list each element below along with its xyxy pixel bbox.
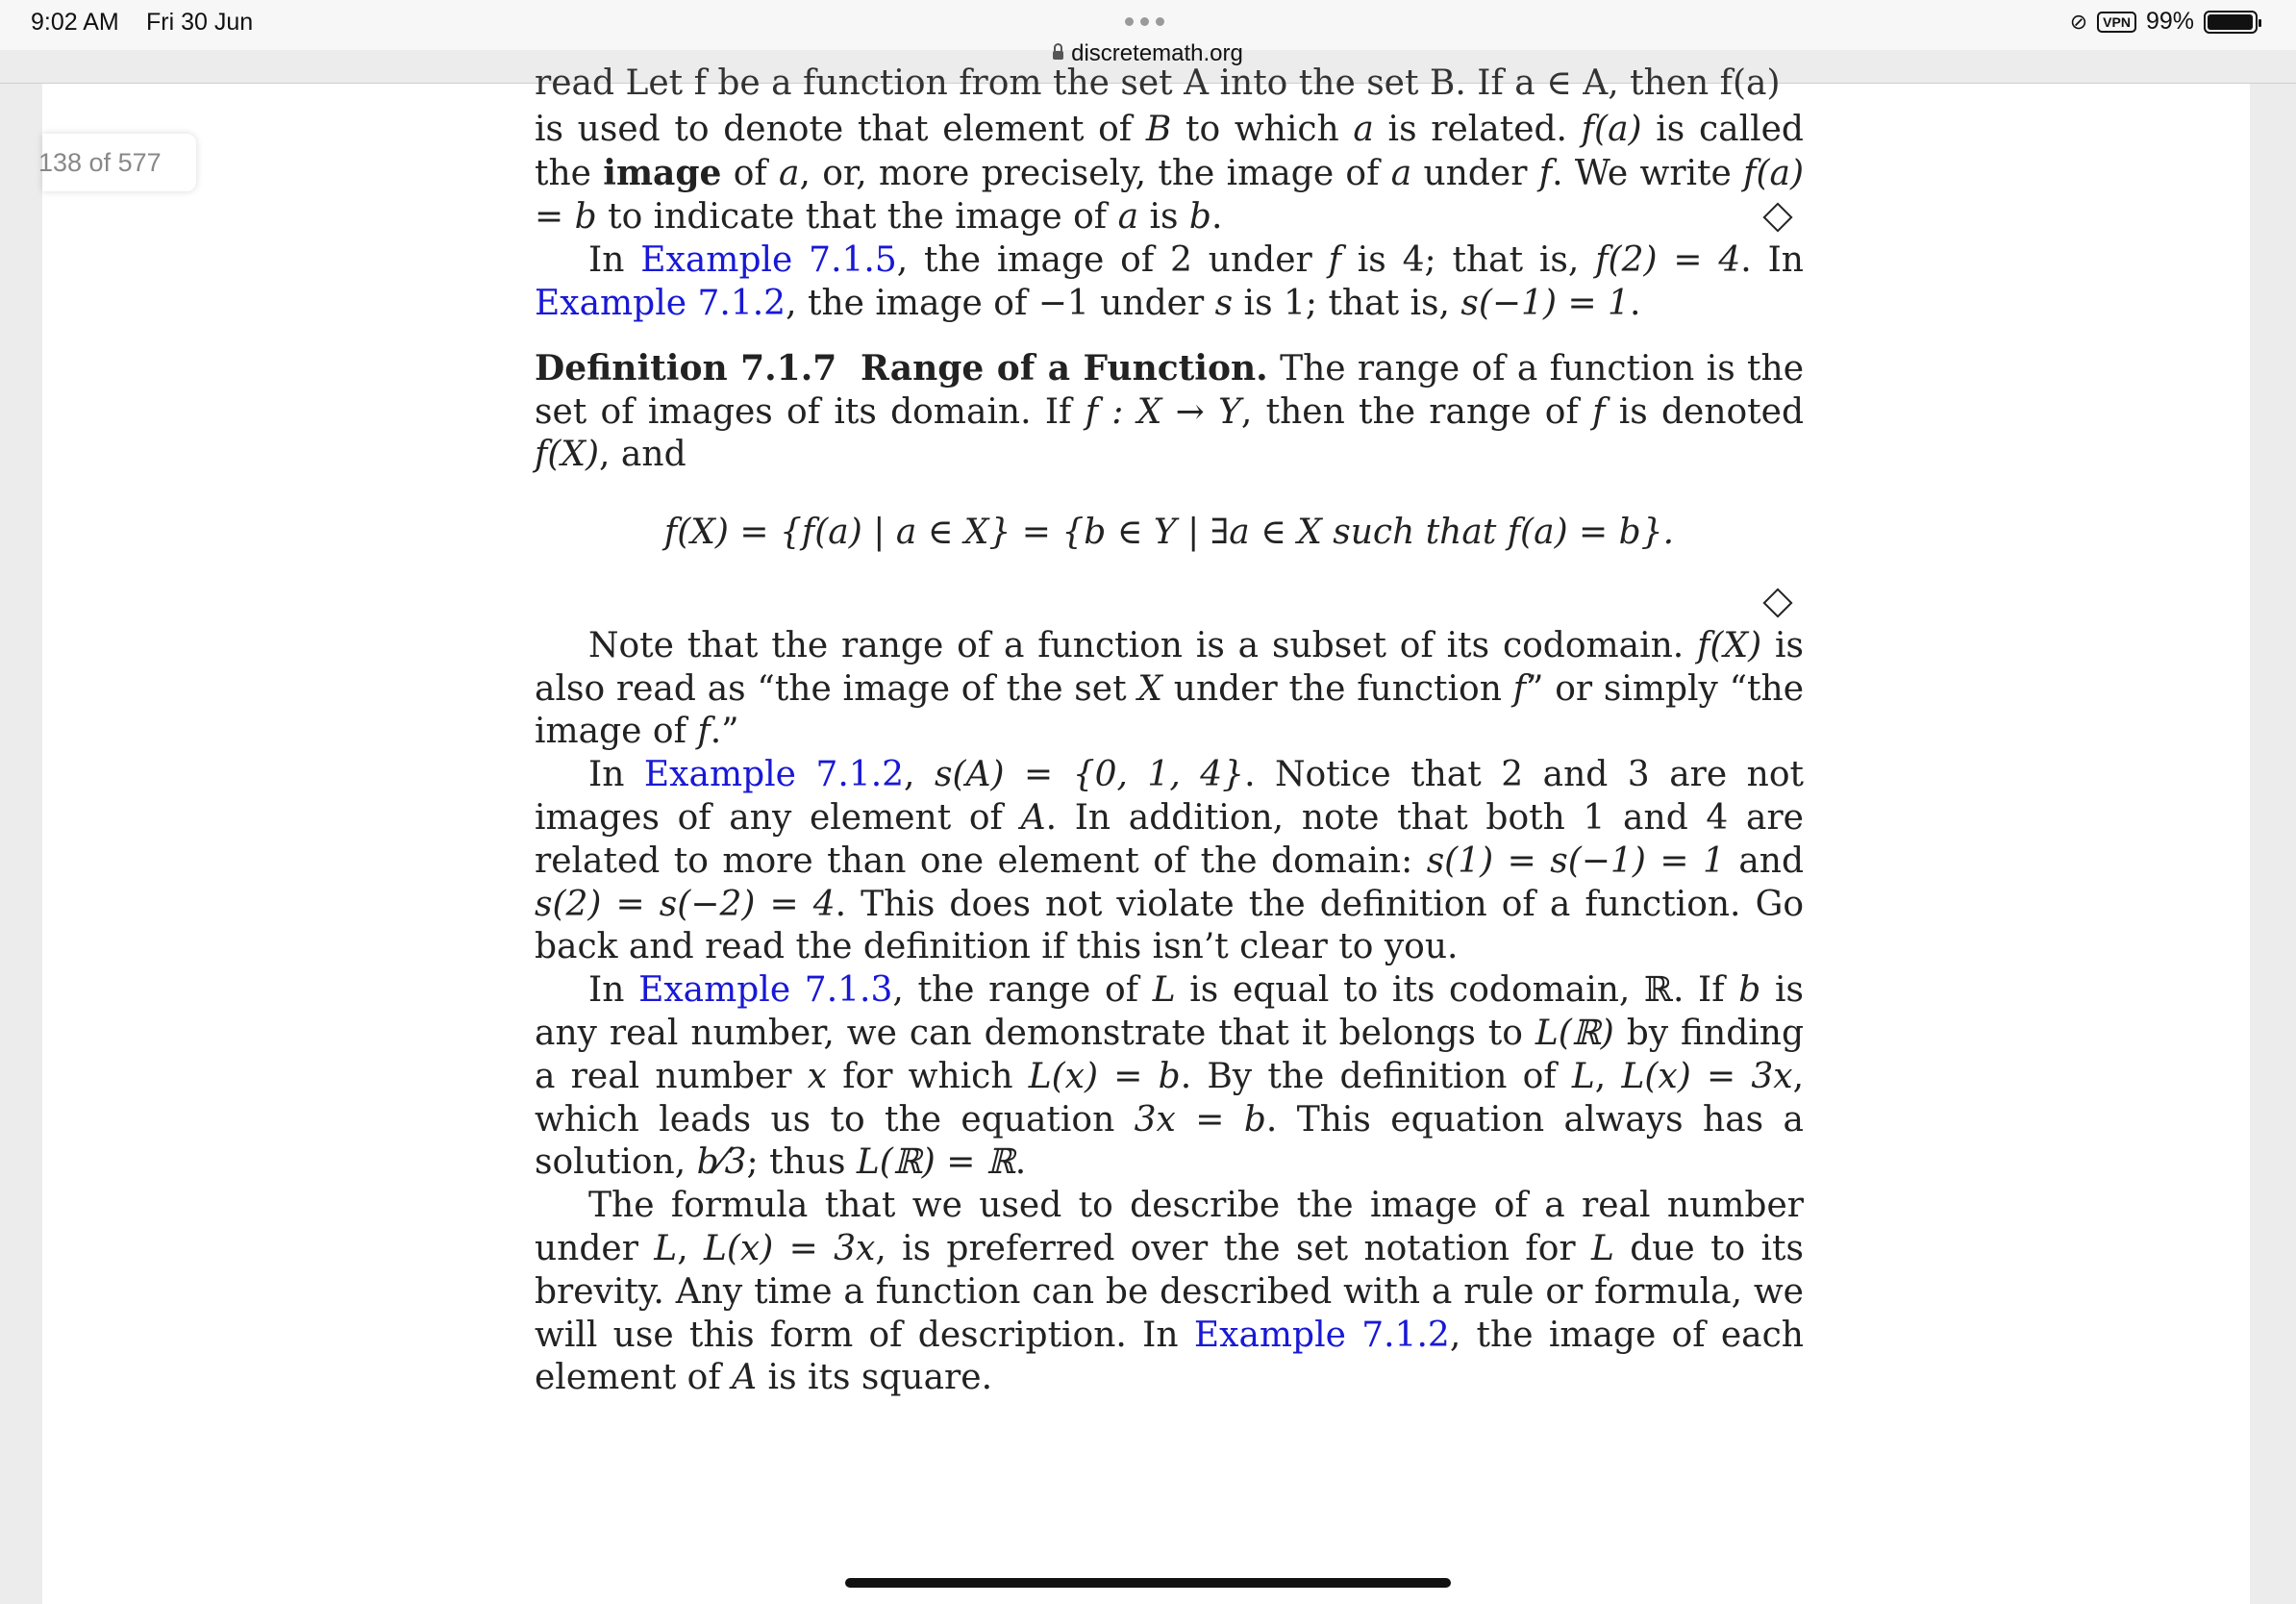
diamond-icon xyxy=(1762,203,1792,233)
vpn-badge: VPN xyxy=(2097,12,2136,33)
diamond-icon xyxy=(1762,588,1792,617)
page-indicator-text: 138 of 577 xyxy=(38,148,162,177)
battery-icon xyxy=(2204,11,2258,34)
definition-label: Definition 7.1.7 xyxy=(535,347,837,388)
definition-title: Range of a Function. xyxy=(861,347,1268,388)
page-indicator xyxy=(38,134,196,191)
cut-off-line: read Let f be a function from the set A into the set B. If a ∈ A, then f(a) xyxy=(535,63,1781,103)
battery-fill xyxy=(2208,14,2253,30)
url-text: discretemath.org xyxy=(1071,40,1243,66)
definition-range: Definition 7.1.7 Range of a Function. The range of a function is the set of images of its domain. If f : X → Y, then the range of f is denoted f(X), and xyxy=(535,347,1805,475)
link-example-7-1-5[interactable]: Example 7.1.5 xyxy=(640,240,897,281)
link-example-7-1-2[interactable]: Example 7.1.2 xyxy=(1193,1315,1450,1355)
paragraph-image-definition: is used to denote that element of B to which a is related. f(a) is called the image of a, or, more precisely, the image of a under f. We write f(a) = b to indicate that the image of a is b. xyxy=(535,110,1805,237)
battery-percent: 99% xyxy=(2145,8,2194,35)
link-icon: ⊘ xyxy=(2069,9,2088,34)
paragraph-range-note: Note that the range of a function is a subset of its codomain. f(X) is also read as “the image of the set X under the function f” or simply “the image of f.” xyxy=(535,625,1805,752)
paragraph-example-7-1-2: In Example 7.1.2, s(A) = {0, 1, 4}. Notice that 2 and 3 are not images of any element of A. In addition, note that both 1 and 4 are related to more than one element of the domain: s(1) = s(−1) = 1 and s(2) = s(−2) = 4. This does not violate the definition of a function. Go back and read the definition if this isn’t clear to you. xyxy=(535,755,1805,967)
link-example-7-1-3[interactable]: Example 7.1.3 xyxy=(638,970,893,1011)
paragraph-examples: In Example 7.1.5, the image of 2 under f is 4; that is, f(2) = 4. In Example 7.1.2, the image of −1 under s is 1; that is, s(−1) = 1. xyxy=(535,240,1804,323)
fraction-b-over-3: b⁄3 xyxy=(696,1142,747,1183)
lock-icon xyxy=(1053,51,1063,60)
status-time: 9:02 AM xyxy=(31,9,119,36)
pdf-page[interactable] xyxy=(38,63,2250,1604)
status-right-group xyxy=(2070,8,2258,36)
document-body xyxy=(535,63,1805,1400)
paragraph-formula-preference: The formula that we used to describe the image of a real number under L, L(x) = 3x, is preferred over the set notation for L due to its brevity. Any time a function can be described with a rule or formula, we will use this form of description. In Example 7.1.2, the image of each element of A is its square. xyxy=(535,1186,1804,1398)
paragraph-example-7-1-3: In Example 7.1.3, the range of L is equal to its codomain, ℝ. If b is any real number, we can demonstrate that it belongs to L(ℝ) by finding a real number x for which L(x) = b. By the definition of L, L(x) = 3x, which leads us to the equation 3x = b. This equation always has a solution, b⁄3; thus L(ℝ) = ℝ. xyxy=(535,970,1805,1183)
display-equation: f(X) = {f(a) | a ∈ X} = {b ∈ Y | ∃a ∈ X such that f(a) = b}. xyxy=(663,513,1675,553)
end-of-definition-mark-2 xyxy=(535,582,1804,625)
link-example-7-1-2[interactable]: Example 7.1.2 xyxy=(643,755,905,795)
status-date: Fri 30 Jun xyxy=(146,9,254,36)
link-example-7-1-2[interactable]: Example 7.1.2 xyxy=(535,283,786,323)
home-indicator[interactable] xyxy=(845,1578,1451,1588)
